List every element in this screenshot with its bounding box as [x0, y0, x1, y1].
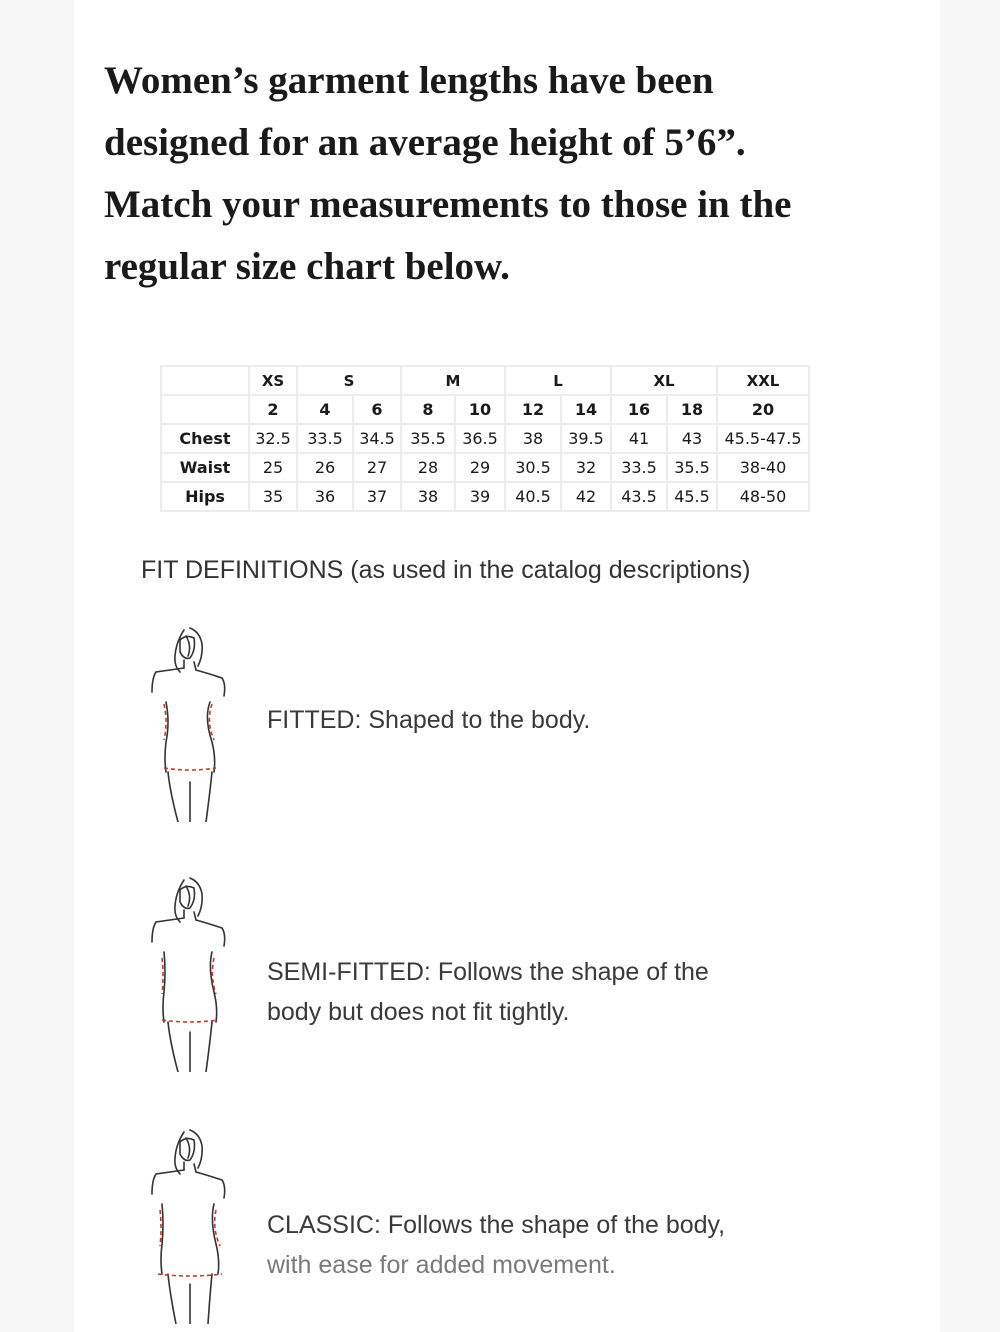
corner-cell — [161, 366, 249, 395]
measurement-cell: 28 — [401, 453, 455, 482]
measurement-cell: 25 — [249, 453, 297, 482]
measurement-cell: 40.5 — [505, 482, 561, 511]
classic-description — [267, 1205, 827, 1285]
row-label-hips: Hips — [161, 482, 249, 511]
semi-fitted-description — [267, 952, 827, 1032]
measurement-cell: 32 — [561, 453, 611, 482]
numeric-size-cell: 18 — [667, 395, 717, 424]
fitted-description — [267, 700, 827, 740]
measurement-cell: 33.5 — [297, 424, 353, 453]
measurement-cell: 39.5 — [561, 424, 611, 453]
measurement-cell: 38 — [401, 482, 455, 511]
numeric-size-cell: 2 — [249, 395, 297, 424]
measurement-cell: 39 — [455, 482, 505, 511]
fit-definitions-heading: FIT DEFINITIONS (as used in the catalog descriptions) — [141, 556, 751, 584]
measurement-cell: 29 — [455, 453, 505, 482]
numeric-size-cell: 10 — [455, 395, 505, 424]
semi-fitted-figure-icon — [140, 872, 240, 1072]
measurement-cell: 32.5 — [249, 424, 297, 453]
semi-fitted-line: SEMI-FITTED: Follows the shape of the — [267, 958, 709, 986]
measurement-cell: 45.5-47.5 — [717, 424, 809, 453]
classic-line: CLASSIC: Follows the shape of the body, — [267, 1211, 726, 1239]
measurement-cell: 43 — [667, 424, 717, 453]
semi-fitted-line: body but does not fit tightly. — [267, 998, 570, 1026]
fitted-line: FITTED: Shaped to the body. — [267, 706, 591, 734]
classic-line: with ease for added movement. — [267, 1251, 616, 1279]
numeric-size-cell: 12 — [505, 395, 561, 424]
intro-line: regular size chart below. — [104, 245, 510, 288]
measurement-cell: 36 — [297, 482, 353, 511]
measurement-cell: 38-40 — [717, 453, 809, 482]
intro-paragraph — [104, 50, 884, 298]
intro-line: designed for an average height of 5’6”. — [104, 121, 746, 164]
measurement-cell: 35.5 — [667, 453, 717, 482]
size-group-row — [161, 366, 809, 395]
corner-cell — [161, 395, 249, 424]
numeric-size-cell: 14 — [561, 395, 611, 424]
numeric-size-cell: 6 — [353, 395, 401, 424]
numeric-size-cell: 8 — [401, 395, 455, 424]
measurement-cell: 34.5 — [353, 424, 401, 453]
measurement-cell: 36.5 — [455, 424, 505, 453]
measurement-cell: 27 — [353, 453, 401, 482]
size-group-xxl: XXL — [717, 366, 809, 395]
hips-row — [161, 482, 809, 511]
size-chart-table — [160, 365, 810, 512]
measurement-cell: 43.5 — [611, 482, 667, 511]
measurement-cell: 30.5 — [505, 453, 561, 482]
size-group-xl: XL — [611, 366, 717, 395]
size-group-l: L — [505, 366, 611, 395]
numeric-size-cell: 16 — [611, 395, 667, 424]
measurement-cell: 48-50 — [717, 482, 809, 511]
measurement-cell: 45.5 — [667, 482, 717, 511]
waist-row — [161, 453, 809, 482]
classic-figure-icon — [140, 1124, 240, 1324]
chest-row — [161, 424, 809, 453]
measurement-cell: 37 — [353, 482, 401, 511]
size-group-m: M — [401, 366, 505, 395]
row-label-chest: Chest — [161, 424, 249, 453]
measurement-cell: 42 — [561, 482, 611, 511]
row-label-waist: Waist — [161, 453, 249, 482]
measurement-cell: 35 — [249, 482, 297, 511]
measurement-cell: 35.5 — [401, 424, 455, 453]
measurement-cell: 33.5 — [611, 453, 667, 482]
measurement-cell: 26 — [297, 453, 353, 482]
intro-line: Match your measurements to those in the — [104, 183, 792, 226]
size-group-xs: XS — [249, 366, 297, 395]
numeric-size-row — [161, 395, 809, 424]
fitted-figure-icon — [140, 622, 240, 822]
measurement-cell: 38 — [505, 424, 561, 453]
measurement-cell: 41 — [611, 424, 667, 453]
intro-line: Women’s garment lengths have been — [104, 59, 714, 102]
numeric-size-cell: 4 — [297, 395, 353, 424]
numeric-size-cell: 20 — [717, 395, 809, 424]
size-group-s: S — [297, 366, 401, 395]
